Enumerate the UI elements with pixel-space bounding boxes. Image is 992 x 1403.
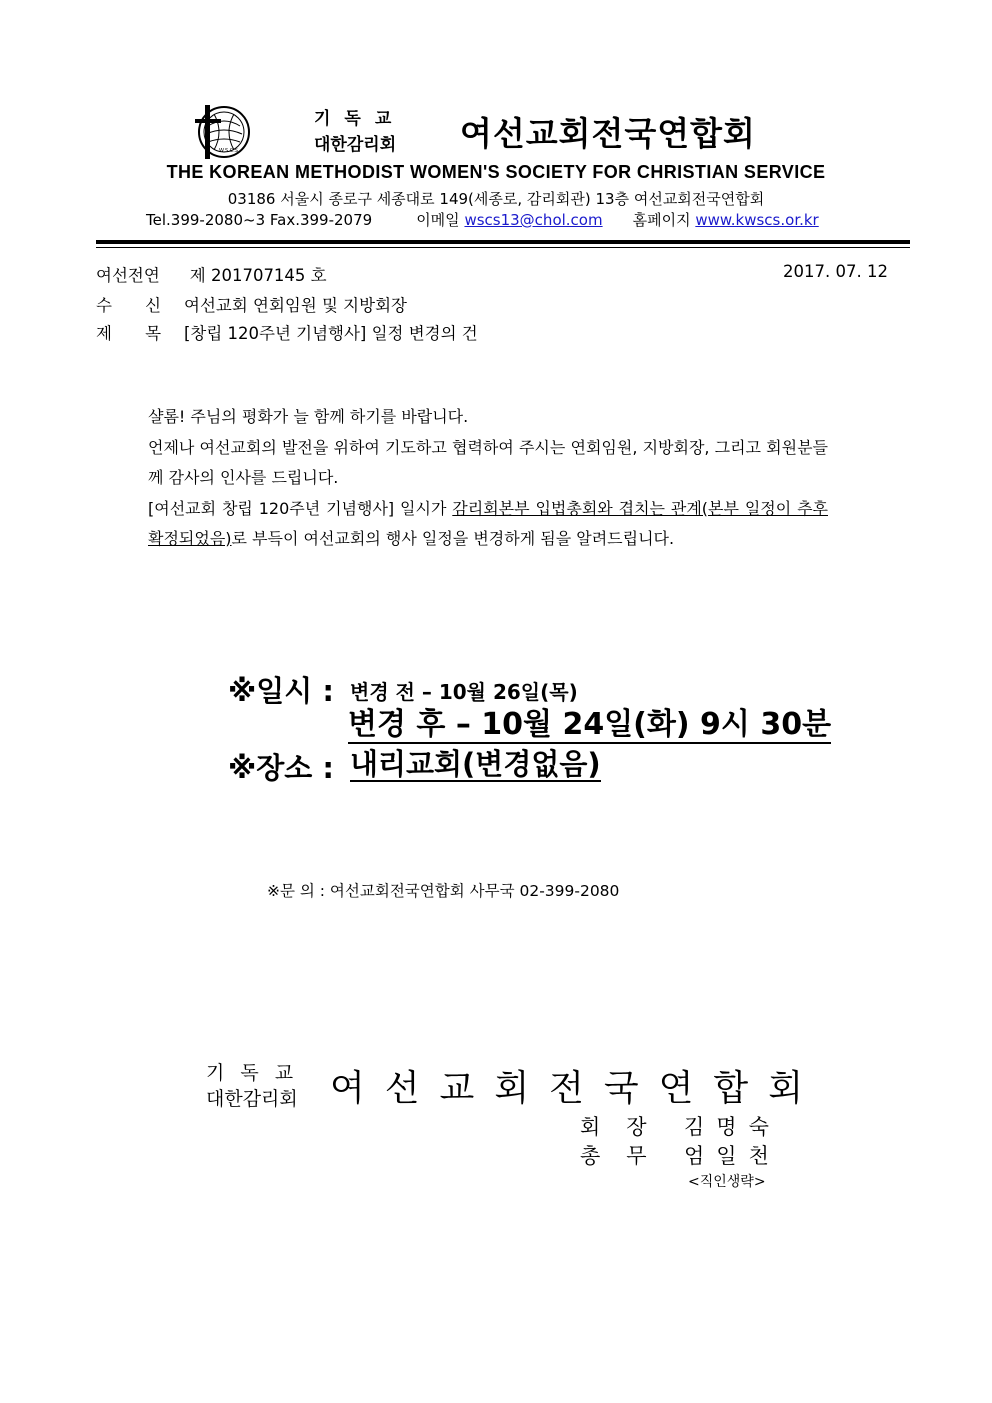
header-divider-thick [96, 240, 910, 244]
denomination-line2: 대한감리회 [314, 135, 397, 155]
organization-address: 03186 서울시 종로구 세종대로 149(세종로, 감리회관) 13층 여선교회전국연합회 [227, 190, 765, 208]
email-label: 이메일 [416, 211, 460, 229]
document-number-value: 제 201707145 호 [189, 266, 327, 285]
homepage-label: 홈페이지 [632, 211, 691, 229]
document-number [96, 262, 327, 286]
recipient-value: 여선교회 연회임원 및 지방회장 [184, 296, 407, 315]
place-value: 내리교회(변경없음) [350, 747, 601, 781]
header-divider-thin [96, 247, 910, 248]
notice-part-1: [여선교회 창립 120주년 기념행사] 일시가 [148, 498, 453, 518]
svg-text:W.S.C.S: W.S.C.S [219, 148, 238, 154]
president-name: 김명숙 [684, 1115, 781, 1139]
email-link[interactable]: wscs13@chol.com [464, 211, 603, 229]
document-date: 2017. 07. 12 [783, 262, 888, 281]
subject-row [96, 320, 478, 344]
signature-organization-name: 여선교회전국연합회 [330, 1068, 823, 1109]
notice-paragraph [148, 494, 828, 555]
datetime-label: ※일시 : [228, 674, 334, 708]
letter-body [148, 402, 828, 555]
place-label: ※장소 : [228, 751, 334, 785]
secretary-signature [580, 1140, 781, 1170]
inquiry-contact: ※문 의 : 여선교회전국연합회 사무국 02-399-2080 [267, 882, 620, 900]
tel-fax: Tel.399-2080~3 Fax.399-2079 [146, 211, 373, 229]
thanks-paragraph: 언제나 여선교회의 발전을 위하여 기도하고 협력하여 주시는 연회임원, 지방회장, 그리고 회원분들께 감사의 인사를 드립니다. [148, 437, 828, 487]
signature-denomination-line1: 기독교 [206, 1062, 310, 1084]
secretary-title: 총무 [580, 1144, 673, 1168]
notice-part-2: 로 부득이 여선교회의 행사 일정을 변경하게 됨을 알려드립니다. [231, 529, 675, 548]
organization-name: 여선교회전국연합회 [460, 114, 756, 153]
subject-label: 제 목 [96, 324, 162, 343]
contact-line [146, 209, 819, 230]
subject-value: [창립 120주년 기념행사] 일정 변경의 건 [184, 324, 478, 343]
secretary-name: 엄일천 [684, 1144, 781, 1168]
greeting: 샬롬! 주님의 평화가 늘 함께 하기를 바랍니다. [148, 407, 469, 426]
organization-name-english: THE KOREAN METHODIST WOMEN'S SOCIETY FOR CHRISTIAN SERVICE [166, 162, 826, 182]
datetime-after: 변경 후 – 10월 24일(화) 9시 30분 [348, 707, 832, 742]
signature-denomination-line2: 대한감리회 [206, 1088, 298, 1110]
president-signature [580, 1111, 781, 1141]
notice-underlined-reason: 감리회본부 입법총회와 겹치는 관계(본부 일정이 추후 확정되었음) [148, 498, 828, 548]
document-number-label: 여선전연 [96, 266, 160, 285]
seal-omitted-note: <직인생략> [688, 1174, 766, 1190]
denomination-line1: 기독교 [314, 109, 406, 129]
president-title: 회장 [580, 1115, 673, 1139]
recipient-label: 수 신 [96, 296, 162, 315]
datetime-before: 변경 전 – 10월 26일(목) [350, 680, 578, 704]
wscs-logo [188, 102, 254, 160]
homepage-link[interactable]: www.kwscs.or.kr [695, 211, 819, 229]
recipient-row [96, 292, 407, 316]
